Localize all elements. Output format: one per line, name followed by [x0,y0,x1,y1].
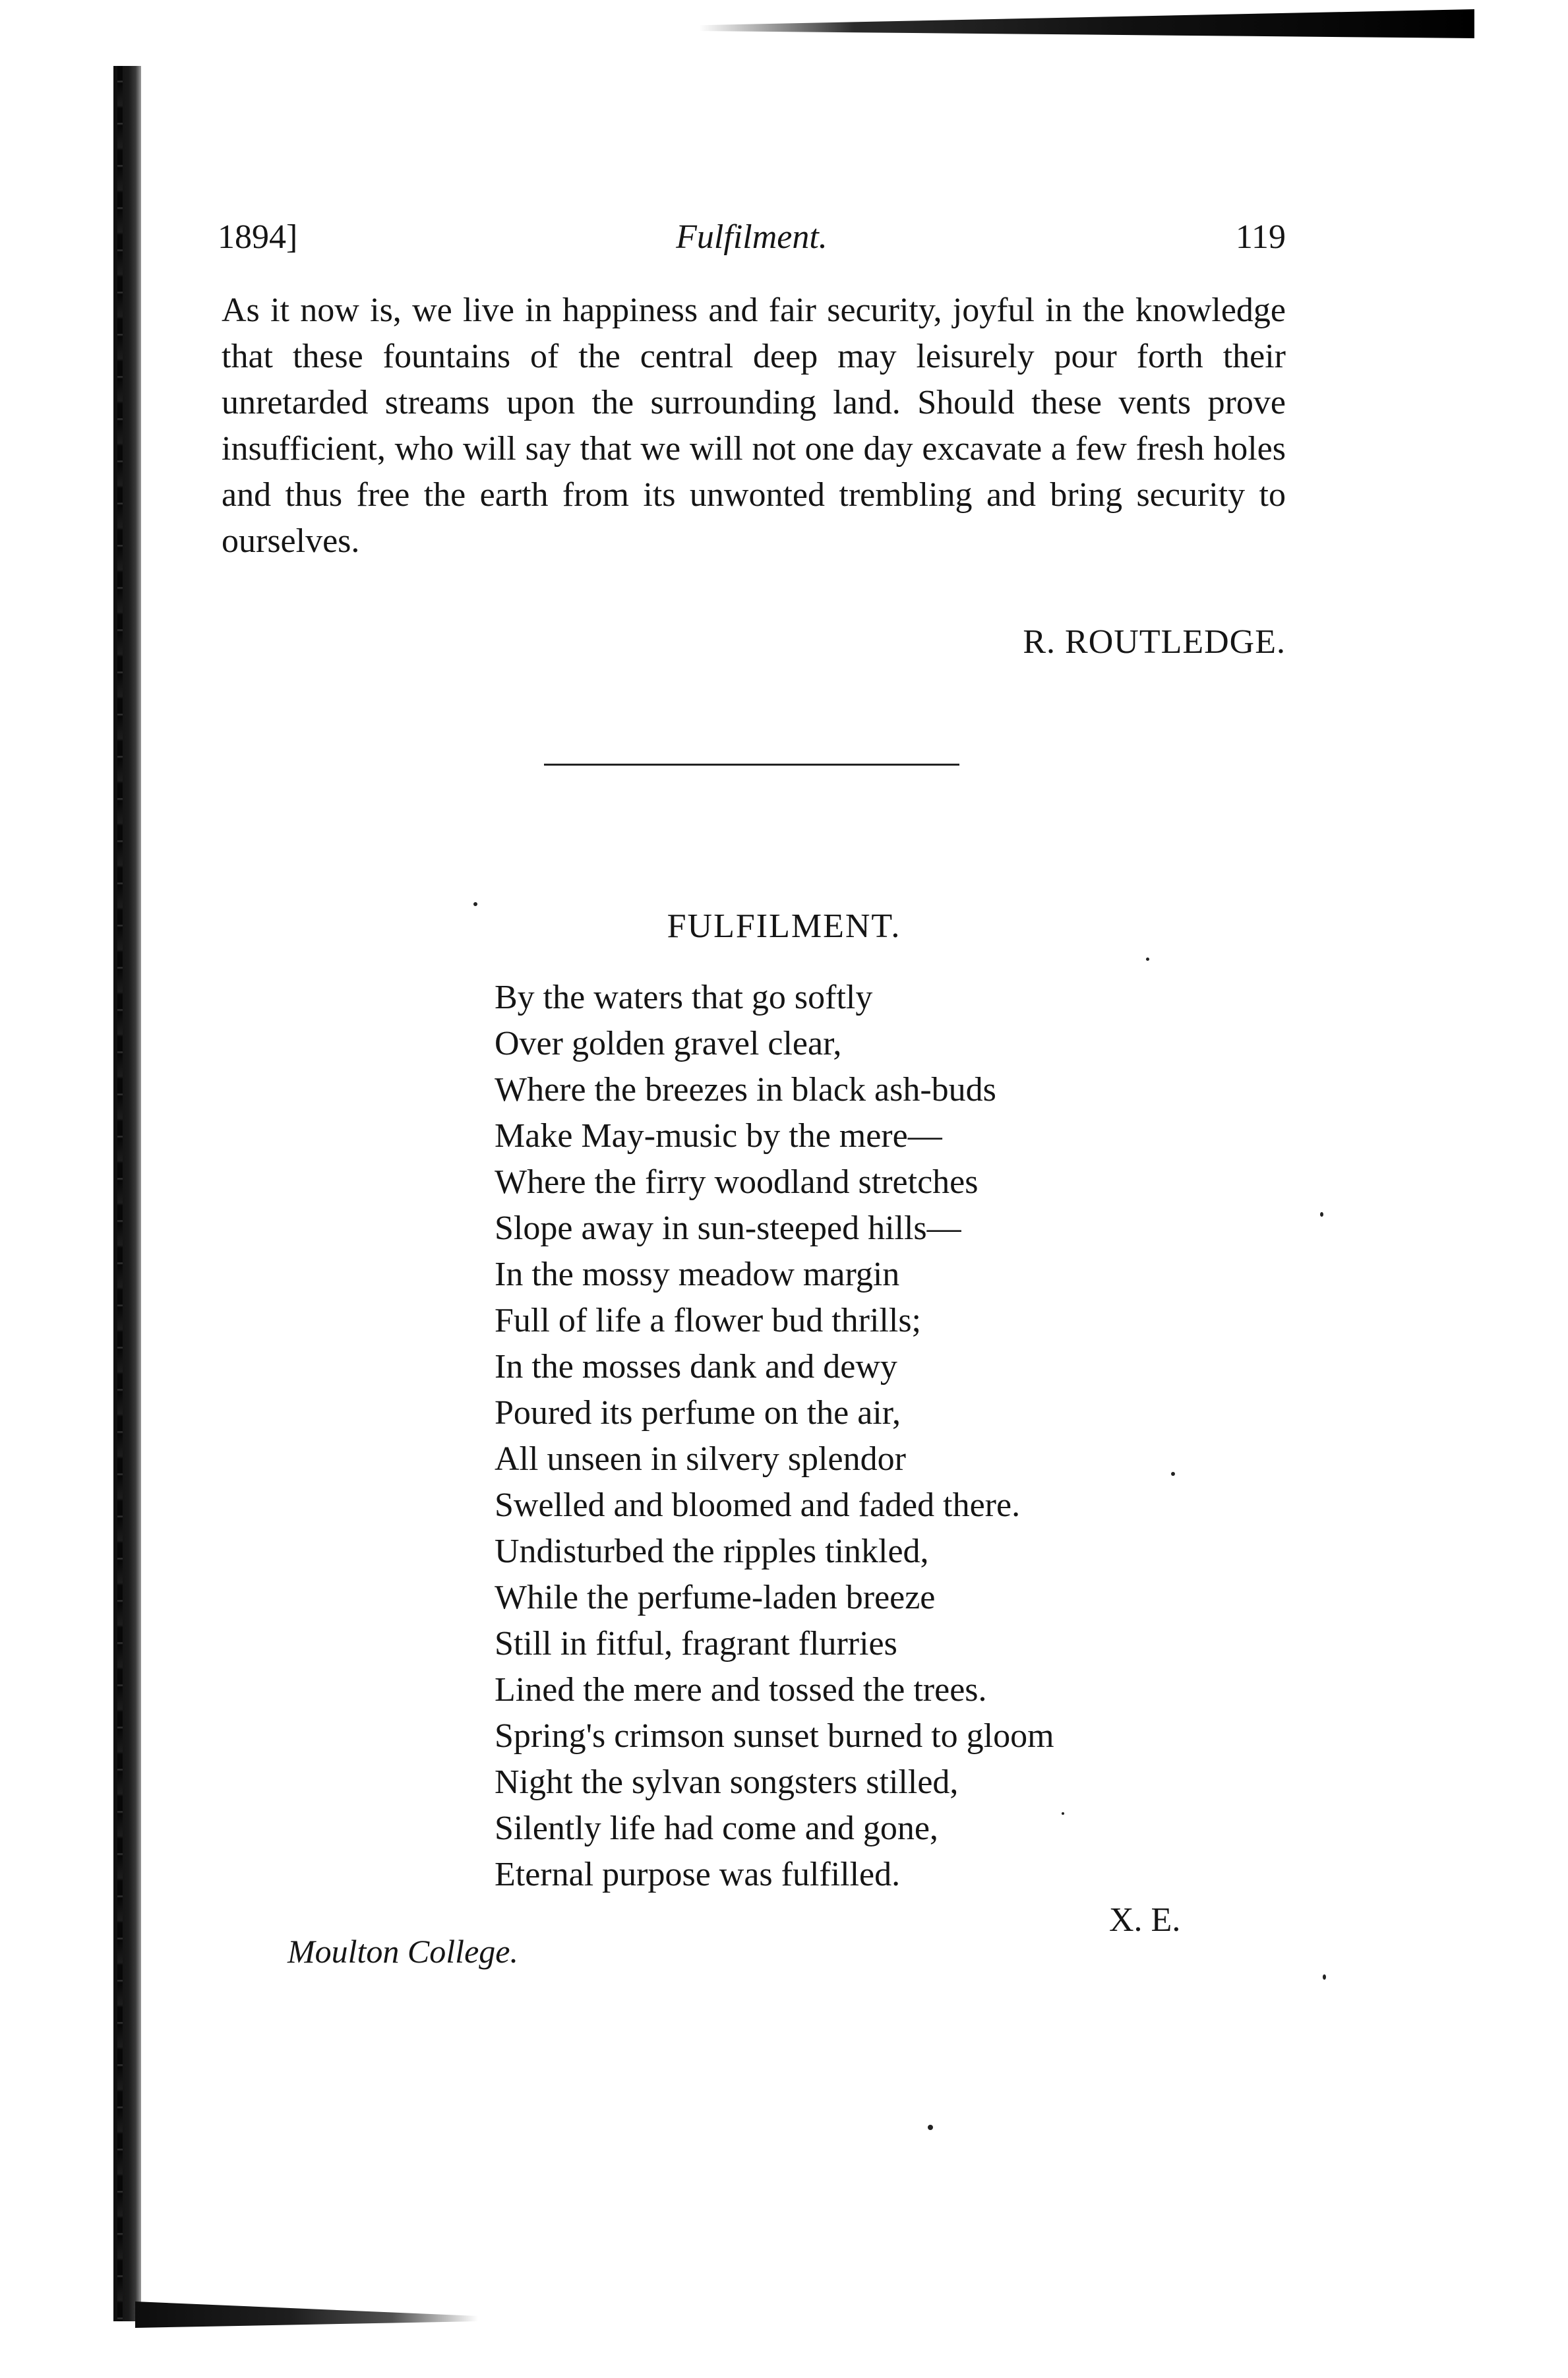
print-speck [1320,1212,1323,1217]
poem-line: Make May-music by the mere— [495,1117,942,1155]
poem-line: Lined the mere and tossed the trees. [495,1671,987,1709]
poem-line: Undisturbed the ripples tinkled, [495,1533,929,1570]
poem-line: Silently life had come and gone, [495,1810,938,1847]
poem-line: In the mosses dank and dewy [495,1348,897,1386]
poem-title: FULFILMENT. [667,907,901,945]
prose-signature: R. ROUTLEDGE. [1023,623,1286,661]
poem-author-initials: X. E. [1109,1901,1181,1939]
scan-edge-shadow-top [699,9,1474,38]
poem-line: Spring's crimson sunset burned to gloom [495,1717,1054,1755]
print-speck [473,902,477,906]
poem-line: Over golden gravel clear, [495,1025,842,1062]
scan-binding-shadow-bottom [135,2302,478,2328]
print-speck [1146,958,1149,961]
poem-line: Eternal purpose was fulfilled. [495,1856,901,1893]
page-number: 119 [1235,218,1286,256]
print-speck [928,2125,933,2130]
poem-body [495,975,1054,1898]
header-year: 1894] [218,218,298,256]
prose-paragraph: As it now is, we live in happiness and fair security, joyful in the knowledge that these fountains of the central deep may leisurely pour forth their unretarded streams upon the surrounding land. Should these vents prove insufficient, who will say that we will not one day excavate a few fresh holes and thus free the earth from its unwonted trembling and bring security to ourselves. [222,291,1286,560]
section-divider [544,764,959,766]
poem-line: While the perfume-laden breeze [495,1579,936,1616]
poem-line: Where the firry woodland stretches [495,1163,979,1201]
poem-place: Moulton College. [287,1933,518,1970]
poem-line: Swelled and bloomed and faded there. [495,1486,1021,1524]
poem-line: All unseen in silvery splendor [495,1440,906,1478]
print-speck [1323,1974,1326,1980]
scan-binding-shadow-left [113,66,141,2321]
poem-line: Full of life a flower bud thrills; [495,1302,922,1339]
poem-line: Slope away in sun-steeped hills— [495,1209,961,1247]
page-header [218,218,1286,270]
poem-line: Night the sylvan songsters stilled, [495,1763,959,1801]
print-speck [1062,1812,1064,1815]
print-speck [1171,1472,1175,1476]
poem-line: In the mossy meadow margin [495,1256,900,1293]
poem-line: Still in fitful, fragrant flurries [495,1625,897,1662]
running-title: Fulfilment. [676,218,828,256]
poem-line: Poured its perfume on the air, [495,1394,901,1432]
poem-line: Where the breezes in black ash-buds [495,1071,996,1109]
poem-line: By the waters that go softly [495,979,873,1016]
